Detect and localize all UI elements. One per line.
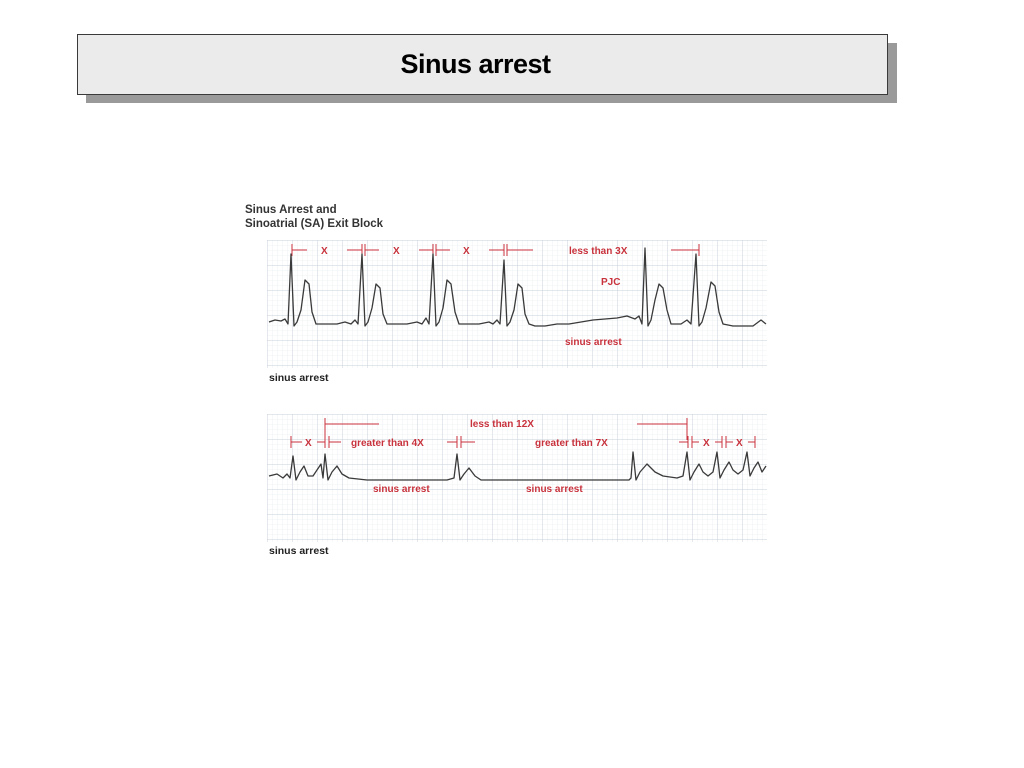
figure-heading — [245, 203, 383, 231]
figure-heading-line2: Sinoatrial (SA) Exit Block — [245, 218, 384, 230]
label-x-3: X — [463, 246, 470, 257]
ecg-grid-2 — [267, 414, 767, 542]
ecg-strip-1 — [267, 240, 767, 368]
label-sinus-arrest-2a: sinus arrest — [373, 484, 430, 495]
label-x-right-2: X — [736, 438, 743, 449]
label-less-than-12x: less than 12X — [470, 419, 534, 430]
slide-title: Sinus arrest — [400, 49, 551, 79]
label-x-2: X — [393, 246, 400, 257]
strip-2-caption: sinus arrest — [269, 545, 329, 557]
label-sinus-arrest-2b: sinus arrest — [526, 484, 583, 495]
label-less-than-3x: less than 3X — [569, 246, 628, 257]
label-x-left: X — [305, 438, 312, 449]
ecg-strip-1-svg — [267, 240, 767, 368]
figure-heading-line1: Sinus Arrest and — [245, 204, 337, 216]
label-x-right-1: X — [703, 438, 710, 449]
ecg-strip-2 — [267, 414, 767, 542]
label-x-1: X — [321, 246, 328, 257]
ecg-strip-2-svg — [267, 414, 767, 542]
label-greater-than-7x: greater than 7X — [535, 438, 608, 449]
strip-1-caption: sinus arrest — [269, 372, 329, 384]
label-pjc: PJC — [601, 277, 621, 288]
label-sinus-arrest-1: sinus arrest — [565, 337, 622, 348]
label-greater-than-4x: greater than 4X — [351, 438, 424, 449]
slide-title-box — [77, 34, 888, 95]
